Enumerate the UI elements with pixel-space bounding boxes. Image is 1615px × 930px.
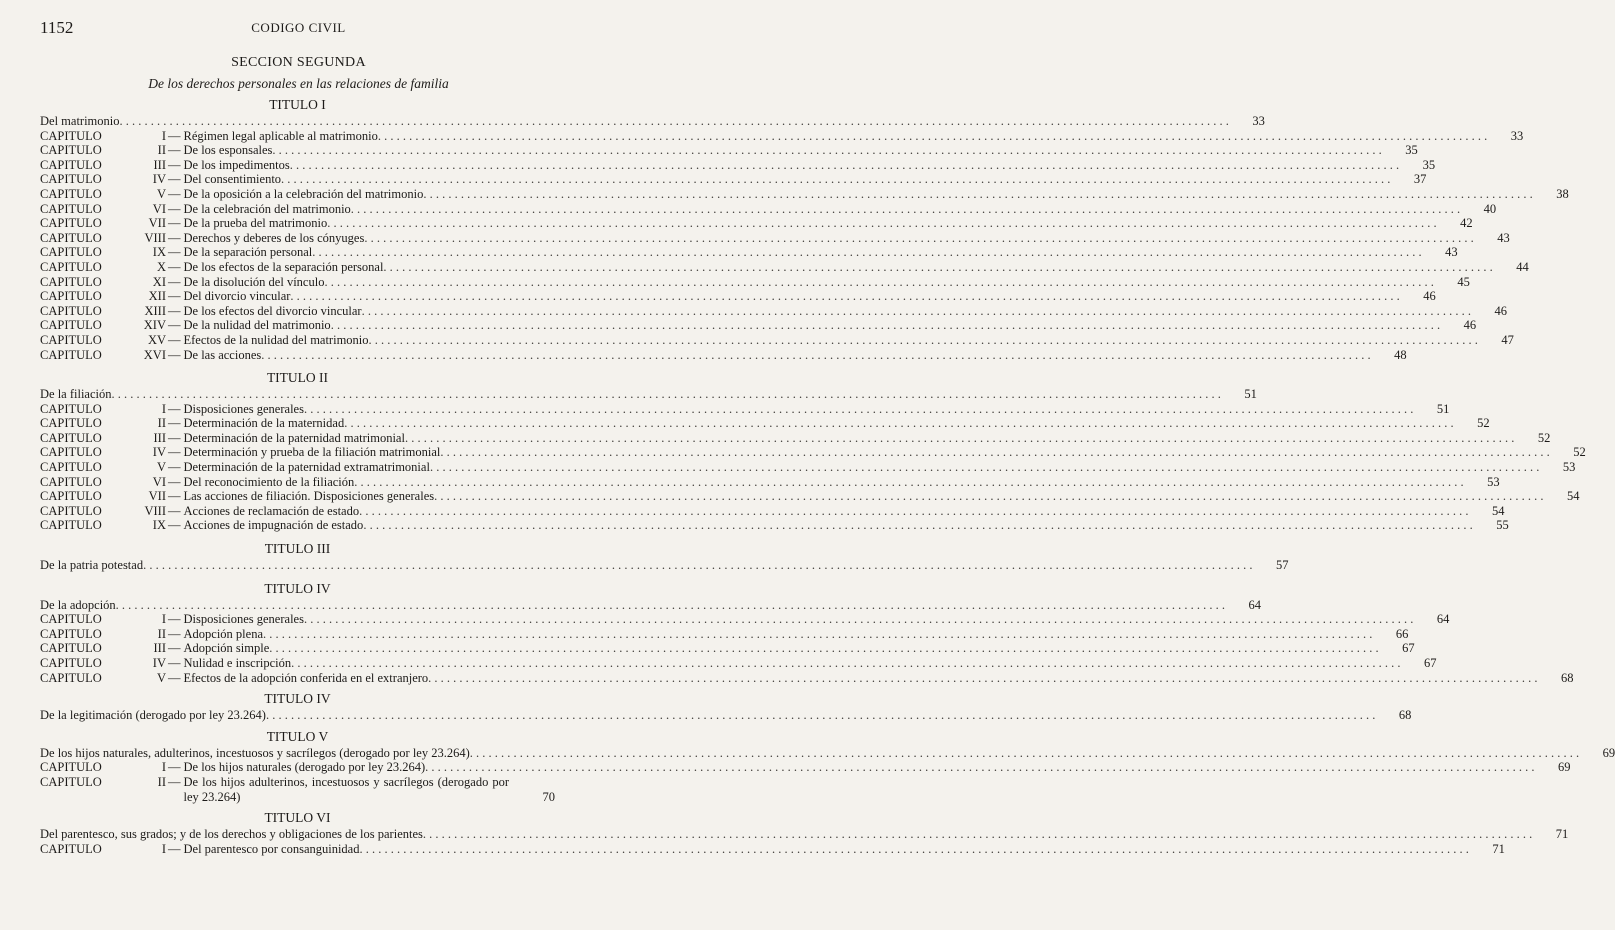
entry-page: 52: [1477, 416, 1490, 431]
chapter-number: I: [161, 128, 166, 143]
titulo-heading: TITULO IV: [264, 580, 331, 596]
entry-text: Acciones de impugnación de estado: [183, 518, 364, 533]
chapter-dash: —: [168, 186, 181, 201]
entry-page: 71: [1492, 841, 1505, 856]
chapter-entry: [40, 656, 1437, 671]
book-title: CODIGO CIVIL: [251, 20, 346, 35]
chapter-dash: —: [168, 274, 181, 289]
chapter-label: CAPITULO: [40, 186, 102, 201]
entry-page: 33: [1252, 114, 1265, 128]
chapter-dash: —: [168, 172, 181, 187]
chapter-number: XIV: [143, 318, 166, 333]
chapter-entry: [40, 401, 1450, 417]
chapter-entry: [40, 445, 1586, 460]
entry-text: Efectos de la nulidad del matrimonio: [183, 332, 369, 347]
chapter-label: CAPITULO: [40, 303, 102, 318]
chapter-dash: —: [168, 430, 181, 445]
entry-page: 43: [1497, 230, 1510, 245]
leader-dots: [430, 460, 1539, 475]
entry-text: Del parentesco, sus grados; y de los derechos y obligaciones de los parientes: [40, 827, 423, 842]
entry-text: De las acciones: [183, 347, 262, 362]
chapter-label: CAPITULO: [40, 518, 102, 533]
chapter-dash: —: [168, 612, 181, 627]
chapter-label: CAPITULO: [40, 430, 102, 445]
entry-page: 55: [1496, 518, 1509, 533]
chapter-label: CAPITULO: [40, 656, 102, 670]
chapter-number: XI: [152, 274, 166, 289]
chapter-label: CAPITULO: [40, 157, 102, 172]
leader-dots: [327, 216, 1436, 231]
chapter-entry: [40, 841, 1505, 857]
titulo-heading: TITULO II: [266, 370, 329, 386]
entry-text: De los impedimentos: [183, 157, 290, 172]
leader-dots: [344, 416, 1453, 431]
leader-dots: [440, 445, 1549, 460]
titulo-heading: TITULO VI: [264, 810, 331, 826]
entry-text: De la patria potestad: [40, 558, 144, 573]
titulo-block: [40, 96, 1569, 362]
entry-text: De la adopción: [40, 597, 116, 612]
entry-text: De los hijos naturales (derogado por ley 23.264): [183, 760, 426, 775]
leader-dots: [304, 402, 1413, 417]
entry-page: 44: [1516, 259, 1529, 274]
chapter-label: CAPITULO: [40, 274, 102, 289]
chapter-number: VI: [152, 201, 166, 216]
chapter-entry: [40, 230, 1510, 246]
entry-text: De la celebración del matrimonio: [183, 201, 351, 216]
entry-text: Régimen legal aplicable al matrimonio: [183, 128, 378, 143]
chapter-dash: —: [168, 445, 181, 460]
leader-dots: [266, 708, 1375, 723]
chapter-label: CAPITULO: [40, 460, 102, 475]
chapter-dash: —: [168, 245, 181, 260]
chapter-dash: —: [168, 774, 181, 789]
chapter-label: CAPITULO: [40, 332, 102, 347]
chapter-number: VI: [152, 474, 166, 489]
chapter-dash: —: [168, 201, 181, 216]
chapter-label: CAPITULO: [40, 347, 102, 362]
entry-page: 67: [1402, 641, 1415, 656]
entry-page: 54: [1492, 503, 1505, 518]
chapter-number: XV: [147, 332, 166, 347]
chapter-number: I: [161, 612, 166, 627]
chapter-label: CAPITULO: [40, 216, 102, 231]
leader-dots: [405, 431, 1514, 446]
entry-page: 53: [1487, 474, 1500, 489]
chapter-label: CAPITULO: [40, 128, 102, 143]
leader-dots: [263, 627, 1372, 642]
entry-text: De los hijos adulterinos, incestuosos y sacrílegos (derogado por ley 23.264): [183, 774, 509, 804]
chapter-label: CAPITULO: [40, 143, 102, 158]
chapter-dash: —: [168, 760, 181, 775]
chapter-number: VIII: [144, 503, 166, 518]
chapter-label: CAPITULO: [40, 201, 102, 216]
toc-entry: [40, 387, 1257, 402]
toc-entry: [40, 708, 1412, 723]
chapter-number: VIII: [144, 230, 166, 245]
chapter-dash: —: [168, 416, 181, 431]
chapter-label: CAPITULO: [40, 489, 102, 504]
entry-page: 69: [1557, 760, 1571, 775]
leader-dots: [423, 827, 1532, 842]
entry-page: 68: [1561, 670, 1574, 685]
chapter-dash: —: [168, 841, 181, 856]
entry-page: 70: [542, 789, 555, 804]
page-number: 1152: [40, 18, 74, 37]
leader-dots: [383, 260, 1492, 275]
entry-text: Acciones de reclamación de estado: [183, 503, 360, 518]
chapter-label: CAPITULO: [40, 774, 102, 789]
leader-dots: [470, 746, 1579, 761]
leader-dots: [143, 558, 1252, 573]
chapter-dash: —: [168, 518, 181, 533]
entry-text: De la nulidad del matrimonio: [183, 318, 331, 333]
titulo-heading: TITULO IV: [264, 691, 331, 707]
chapter-label: CAPITULO: [40, 626, 102, 641]
entry-text: Del parentesco por consanguinidad: [183, 841, 360, 856]
entry-page: 67: [1424, 656, 1437, 670]
leader-dots: [312, 245, 1421, 260]
entry-page: 64: [1436, 612, 1450, 627]
entry-text: Derechos y deberes de los cónyuges: [183, 230, 365, 245]
chapter-entry: [40, 347, 1407, 363]
entry-page: 71: [1555, 827, 1569, 842]
chapter-entry: [40, 332, 1514, 348]
entry-page: 51: [1244, 387, 1257, 402]
leader-dots: [331, 318, 1440, 333]
chapter-dash: —: [168, 157, 181, 172]
entry-page: 69: [1602, 745, 1615, 760]
table-of-contents: [40, 96, 1615, 856]
entry-text: Efectos de la adopción conferida en el extranjero: [183, 670, 429, 685]
leader-dots: [351, 202, 1460, 217]
toc-entry: [40, 827, 1569, 842]
entry-text: Del matrimonio: [40, 114, 120, 128]
chapter-number: III: [153, 430, 166, 445]
chapter-number: I: [161, 401, 166, 416]
entry-page: 43: [1445, 245, 1458, 260]
chapter-dash: —: [168, 474, 181, 489]
entry-page: 40: [1483, 201, 1497, 216]
chapter-entry: [40, 430, 1551, 446]
chapter-entry: [40, 303, 1507, 319]
entry-text: Determinación de la paternidad extramatrimonial: [183, 460, 430, 475]
entry-page: 46: [1463, 318, 1477, 333]
titulo-heading: TITULO III: [264, 541, 331, 557]
chapter-dash: —: [168, 460, 181, 475]
chapter-entry: [40, 670, 1574, 686]
chapter-label: CAPITULO: [40, 289, 102, 304]
entry-text: Adopción simple: [183, 641, 270, 656]
titulo-block: [40, 540, 1289, 573]
chapter-dash: —: [168, 289, 181, 304]
section-title: SECCION SEGUNDA: [231, 55, 366, 70]
chapter-dash: —: [168, 641, 181, 656]
entry-page: 46: [1494, 303, 1507, 318]
entry-text: Disposiciones generales: [183, 401, 304, 416]
entry-page: 47: [1501, 332, 1514, 347]
toc-entry: [40, 558, 1289, 573]
chapter-dash: —: [168, 670, 181, 685]
chapter-number: II: [157, 774, 166, 789]
leader-dots: [272, 143, 1381, 158]
entry-page: 53: [1562, 460, 1576, 475]
entry-page: 57: [1275, 558, 1289, 573]
chapter-label: CAPITULO: [40, 641, 102, 656]
entry-text: De la legitimación (derogado por ley 23.264): [40, 708, 266, 723]
chapter-number: I: [161, 760, 166, 775]
entry-text: Del consentimiento: [183, 172, 282, 187]
leader-dots: [291, 656, 1400, 671]
chapter-label: CAPITULO: [40, 245, 102, 260]
entry-text: Disposiciones generales: [183, 612, 304, 627]
chapter-entry: [40, 460, 1576, 475]
chapter-number: V: [156, 460, 166, 475]
chapter-entry: [40, 143, 1418, 158]
entry-page: 38: [1556, 186, 1569, 201]
chapter-label: CAPITULO: [40, 474, 102, 489]
chapter-dash: —: [168, 230, 181, 245]
entry-text: De la disolución del vínculo: [183, 274, 325, 289]
chapter-label: CAPITULO: [40, 416, 102, 431]
chapter-label: CAPITULO: [40, 841, 102, 856]
entry-page: 54: [1566, 489, 1580, 504]
chapter-dash: —: [168, 259, 181, 274]
leader-dots: [281, 172, 1390, 187]
chapter-entry: [40, 245, 1458, 260]
chapter-number: IX: [152, 245, 166, 260]
chapter-entry: [40, 518, 1509, 533]
entry-page: 68: [1398, 708, 1412, 723]
leader-dots: [120, 114, 1229, 129]
titulo-block: [40, 728, 1615, 804]
leader-dots: [423, 187, 1532, 202]
chapter-entry: [40, 474, 1500, 490]
entry-text: Del reconocimiento de la filiación: [183, 474, 355, 489]
entry-page: 51: [1436, 401, 1450, 416]
leader-dots: [269, 641, 1378, 656]
leader-dots: [378, 129, 1487, 144]
titulo-block: [40, 809, 1569, 856]
chapter-entry: [40, 318, 1477, 333]
chapter-number: IV: [152, 656, 166, 670]
chapter-number: IV: [152, 445, 166, 460]
chapter-label: CAPITULO: [40, 172, 102, 187]
chapter-label: CAPITULO: [40, 230, 102, 245]
chapter-number: VII: [148, 489, 166, 504]
chapter-number: IV: [152, 172, 166, 187]
entry-text: Del divorcio vincular: [183, 289, 291, 304]
entry-text: De los efectos del divorcio vincular: [183, 303, 362, 318]
chapter-number: III: [153, 641, 166, 656]
chapter-dash: —: [168, 401, 181, 416]
entry-page: 52: [1573, 445, 1586, 460]
leader-dots: [425, 760, 1534, 775]
running-head: [40, 18, 557, 38]
chapter-dash: —: [168, 303, 181, 318]
toc-entry: [40, 745, 1615, 761]
entry-page: 66: [1395, 626, 1409, 641]
chapter-number: II: [157, 143, 166, 158]
leader-dots: [363, 518, 1472, 533]
leader-dots: [434, 489, 1543, 504]
entry-page: 37: [1413, 172, 1427, 187]
chapter-entry: [40, 259, 1529, 275]
titulo-heading: TITULO I: [269, 97, 326, 112]
leader-dots: [324, 275, 1433, 290]
chapter-entry: [40, 274, 1470, 290]
chapter-label: CAPITULO: [40, 670, 102, 685]
chapter-number: II: [157, 416, 166, 431]
titulo-block: [40, 690, 1412, 723]
chapter-dash: —: [168, 216, 181, 231]
leader-dots: [354, 475, 1463, 490]
chapter-dash: —: [168, 128, 181, 143]
chapter-entry: [40, 201, 1497, 217]
chapter-label: CAPITULO: [40, 503, 102, 518]
chapter-label: CAPITULO: [40, 259, 102, 274]
chapter-number: VII: [148, 216, 166, 231]
chapter-number: I: [161, 841, 166, 856]
chapter-number: V: [156, 186, 166, 201]
chapter-label: CAPITULO: [40, 318, 102, 333]
chapter-dash: —: [168, 626, 181, 641]
chapter-entry: [40, 760, 1571, 775]
leader-dots: [290, 289, 1399, 304]
entry-text: Las acciones de filiación. Disposiciones generales: [183, 489, 435, 504]
chapter-entry: [40, 626, 1409, 642]
chapter-entry: [40, 503, 1505, 519]
chapter-number: XVI: [143, 347, 166, 362]
entry-page: 46: [1423, 289, 1436, 304]
leader-dots: [362, 304, 1471, 319]
chapter-number: XII: [148, 289, 166, 304]
toc-entry: [40, 597, 1262, 613]
leader-dots: [261, 348, 1370, 363]
chapter-entry: [40, 128, 1524, 144]
entry-text: De la oposición a la celebración del matrimonio: [183, 186, 424, 201]
chapter-number: III: [153, 157, 166, 172]
entry-text: Determinación y prueba de la filiación matrimonial: [183, 445, 441, 460]
chapter-entry: [40, 216, 1473, 231]
entry-text: De los efectos de la separación personal: [183, 259, 384, 274]
entry-text: De los hijos naturales, adulterinos, incestuosos y sacrílegos (derogado por ley 23.264): [40, 745, 470, 760]
chapter-dash: —: [168, 503, 181, 518]
entry-page: 64: [1248, 597, 1262, 612]
entry-page: 52: [1537, 430, 1551, 445]
toc-entry: [40, 114, 1265, 129]
chapter-number: V: [156, 670, 166, 685]
chapter-entry: [40, 289, 1436, 304]
chapter-number: IX: [152, 518, 166, 533]
chapter-entry: [40, 775, 555, 804]
titulo-block: [40, 580, 1574, 686]
chapter-entry: [40, 641, 1415, 656]
leader-dots: [116, 598, 1225, 613]
entry-page: 48: [1394, 347, 1407, 362]
chapter-label: CAPITULO: [40, 401, 102, 416]
chapter-entry: [40, 186, 1569, 202]
entry-page: 45: [1457, 274, 1470, 289]
leader-dots: [290, 158, 1399, 173]
leader-dots: [359, 504, 1468, 519]
leader-dots: [304, 612, 1413, 627]
chapter-entry: [40, 416, 1490, 431]
chapter-label: CAPITULO: [40, 612, 102, 627]
entry-text: De la separación personal: [183, 245, 313, 260]
entry-text: De los esponsales: [183, 143, 273, 158]
entry-text: Nulidad e inscripción: [183, 656, 292, 670]
chapter-dash: —: [168, 318, 181, 333]
chapter-dash: —: [168, 656, 181, 670]
chapter-number: XIII: [144, 303, 166, 318]
leader-dots: [112, 387, 1221, 402]
entry-page: 35: [1422, 157, 1436, 172]
leader-dots: [364, 231, 1473, 246]
chapter-entry: [40, 172, 1427, 187]
titulo-heading: TITULO V: [266, 728, 329, 744]
section-subtitle: De los derechos personales en las relaciones de familia: [148, 76, 449, 91]
leader-dots: [369, 333, 1478, 348]
entry-text: Determinación de la maternidad: [183, 416, 345, 431]
titulo-block: [40, 369, 1586, 533]
entry-page: 35: [1405, 143, 1418, 158]
entry-text: De la prueba del matrimonio: [183, 216, 328, 231]
chapter-entry: [40, 157, 1436, 173]
chapter-number: II: [157, 626, 166, 641]
chapter-entry: [40, 612, 1450, 627]
chapter-dash: —: [168, 143, 181, 158]
chapter-dash: —: [168, 347, 181, 362]
entry-text: De la filiación: [40, 387, 112, 402]
leader-dots: [428, 671, 1537, 686]
chapter-label: CAPITULO: [40, 760, 102, 775]
chapter-number: X: [156, 259, 166, 274]
chapter-entry: [40, 489, 1580, 504]
entry-text: Determinación de la paternidad matrimonial: [183, 430, 405, 445]
chapter-label: CAPITULO: [40, 445, 102, 460]
leader-dots: [359, 842, 1468, 857]
chapter-dash: —: [168, 489, 181, 504]
entry-page: 42: [1460, 216, 1473, 231]
chapter-dash: —: [168, 332, 181, 347]
entry-page: 33: [1510, 128, 1524, 143]
entry-text: Adopción plena: [183, 626, 263, 641]
